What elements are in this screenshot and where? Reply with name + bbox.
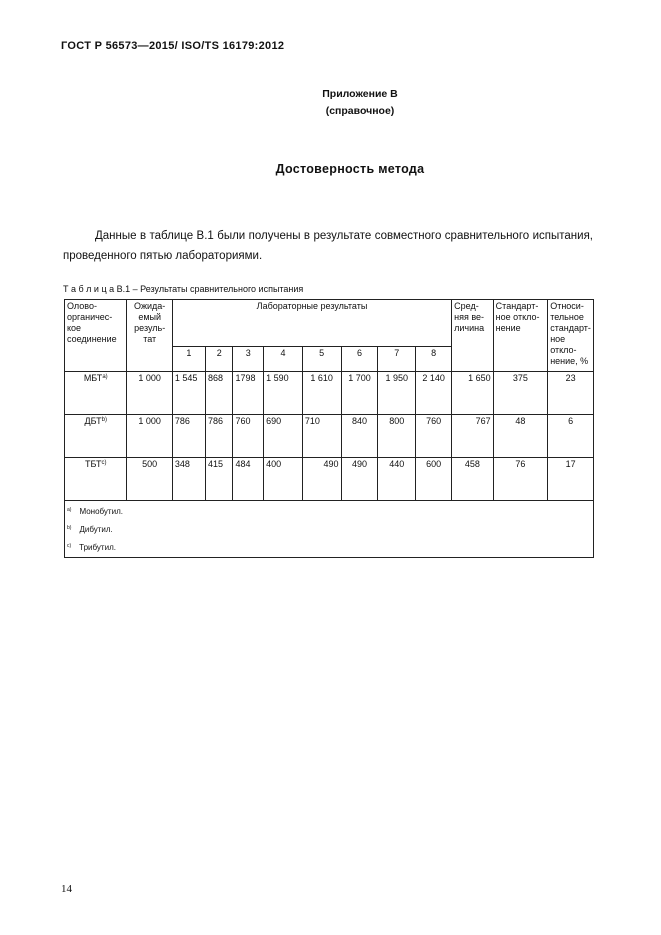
page-number: 14 (61, 883, 72, 895)
lab-value-cell: 1 950 (378, 372, 416, 415)
compound-name: МБТ (83, 373, 103, 383)
footnote (67, 502, 591, 520)
lab-value-cell: 490 (302, 458, 341, 501)
document-header: ГОСТ Р 56573—2015/ ISO/TS 16179:2012 (61, 40, 285, 52)
lab-value-cell: 786 (172, 415, 205, 458)
lab-value-cell: 760 (233, 415, 264, 458)
table-footnotes-row (65, 501, 594, 558)
lab-value-cell: 400 (264, 458, 303, 501)
table-row (65, 372, 594, 415)
std-cell: 76 (493, 458, 548, 501)
lab-value-cell: 690 (264, 415, 303, 458)
rel-std-cell: 23 (548, 372, 594, 415)
footnotes-cell (65, 501, 594, 558)
footnote-mark: a) (67, 507, 72, 513)
lab-number: 8 (416, 347, 452, 372)
compound-name: ТБТ (84, 459, 102, 469)
footnote-text: Дибутил. (79, 525, 113, 534)
lab-number: 5 (302, 347, 341, 372)
header-expected: Ожида-емый резуль-тат (127, 300, 172, 372)
compound-cell (65, 372, 127, 415)
footnote (67, 520, 591, 538)
table-header-row (65, 300, 594, 347)
header-std: Стандарт-ное откло-нение (493, 300, 548, 372)
compound-cell (65, 415, 127, 458)
lab-value-cell: 415 (205, 458, 232, 501)
lab-value-cell: 1 610 (302, 372, 341, 415)
lab-value-cell: 440 (378, 458, 416, 501)
expected-cell: 500 (127, 458, 172, 501)
lab-value-cell: 348 (172, 458, 205, 501)
rel-std-cell: 17 (548, 458, 594, 501)
footnote-text: Трибутил. (79, 543, 116, 552)
table-row (65, 458, 594, 501)
lab-value-cell: 2 140 (416, 372, 452, 415)
lab-number: 6 (341, 347, 378, 372)
lab-value-cell: 760 (416, 415, 452, 458)
lab-value-cell: 840 (341, 415, 378, 458)
std-cell: 375 (493, 372, 548, 415)
footnote-text: Монобутил. (79, 507, 123, 516)
lab-number: 4 (264, 347, 303, 372)
compound-footnote-mark: c) (101, 460, 107, 466)
lab-number: 7 (378, 347, 416, 372)
lab-value-cell: 710 (302, 415, 341, 458)
compound-cell (65, 458, 127, 501)
header-lab-results: Лабораторные результаты (172, 300, 451, 347)
std-cell: 48 (493, 415, 548, 458)
header-compound: Олово-органичес-кое соединение (65, 300, 127, 372)
lab-value-cell: 868 (205, 372, 232, 415)
lab-value-cell: 1798 (233, 372, 264, 415)
lab-value-cell: 1 700 (341, 372, 378, 415)
footnote-mark: b) (67, 525, 72, 531)
annex-kind: (справочное) (325, 105, 395, 117)
annex-heading (300, 86, 420, 120)
lab-value-cell: 786 (205, 415, 232, 458)
compound-name: ДБТ (84, 416, 102, 426)
results-table (64, 299, 594, 558)
lab-value-cell: 1 590 (264, 372, 303, 415)
expected-cell: 1 000 (127, 415, 172, 458)
rel-std-cell: 6 (548, 415, 594, 458)
header-mean: Сред-няя ве-личина (452, 300, 494, 372)
lab-value-cell: 1 545 (172, 372, 205, 415)
table-row (65, 415, 594, 458)
lab-value-cell: 484 (233, 458, 264, 501)
mean-cell: 1 650 (452, 372, 494, 415)
mean-cell: 458 (452, 458, 494, 501)
lab-number: 3 (233, 347, 264, 372)
lab-number: 2 (205, 347, 232, 372)
header-rel-std: Относи-тельное стандарт-ное откло-нение, % (548, 300, 594, 372)
lab-value-cell: 490 (341, 458, 378, 501)
mean-cell: 767 (452, 415, 494, 458)
footnote-mark: c) (67, 543, 72, 549)
lab-value-cell: 800 (378, 415, 416, 458)
expected-cell: 1 000 (127, 372, 172, 415)
annex-label: Приложение В (322, 88, 398, 100)
compound-footnote-mark: a) (102, 374, 108, 380)
table-caption: Т а б л и ц а В.1 – Результаты сравнительного испытания (63, 284, 304, 294)
lab-number: 1 (172, 347, 205, 372)
footnote (67, 538, 591, 556)
compound-footnote-mark: b) (101, 417, 107, 423)
body-paragraph: Данные в таблице В.1 были получены в результате совместного сравнительного испытания, проведенного пятью лабораториями. (63, 230, 593, 262)
section-title: Достоверность метода (275, 162, 425, 176)
lab-value-cell: 600 (416, 458, 452, 501)
